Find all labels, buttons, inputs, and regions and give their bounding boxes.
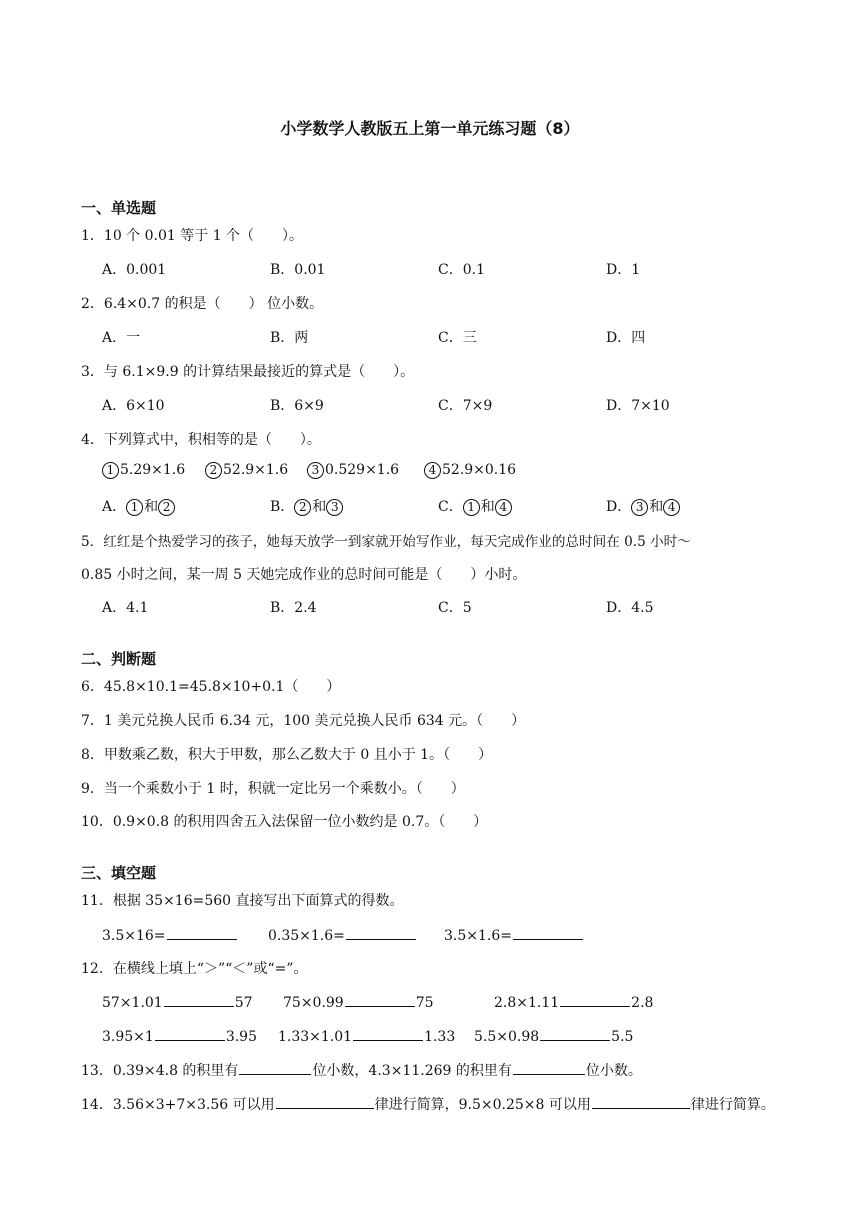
q12-compare-5: 1.33×1.01 1.33 [278,1026,455,1045]
answer-blank[interactable] [346,925,416,940]
answer-blank[interactable] [276,1094,374,1109]
circled-number: 4 [424,462,441,479]
q4-item-1: 1 5.29×1.6 [102,462,185,479]
q11-expr-2: 0.35×1.6= [268,925,417,944]
question-5-line-1: 5．红红是个热爱学习的孩子，她每天放学一到家就开始写作业，每天完成作业的总时间在 0.5 小时～ [81,534,691,550]
answer-blank[interactable] [592,1094,690,1109]
circled-number: 3 [307,462,324,479]
question-8: 8．甲数乘乙数，积大于甲数，那么乙数大于 0 且小于 1。（ ） [81,747,493,763]
q4-option-a: A． 1 和 2 [102,496,176,516]
circled-number: 2 [205,462,222,479]
answer-blank[interactable] [513,925,583,940]
q2-option-d: D．四 [606,330,646,346]
q4-item-3: 3 0.529×1.6 [307,462,399,479]
q3-option-c: C．7×9 [438,398,493,414]
answer-blank[interactable] [239,1060,311,1075]
section-heading-fill-blank: 三、填空题 [81,864,157,882]
q2-option-b: B．两 [270,330,309,346]
circled-number: 1 [102,462,119,479]
q4-item-2: 2 52.9×1.6 [205,462,288,479]
q4-option-c: C． 1 和 4 [438,496,513,516]
question-6: 6．45.8×10.1=45.8×10+0.1（ ） [81,679,341,695]
answer-blank[interactable] [345,992,415,1007]
q1-option-b: B．0.01 [270,262,326,278]
page-title: 小学数学人教版五上第一单元练习题（8） [280,119,580,138]
question-11: 11．根据 35×16=560 直接写出下面算式的得数。 [81,893,404,909]
question-2: 2．6.4×0.7 的积是（ ） 位小数。 [81,296,324,312]
q12-compare-3: 2.8×1.11 2.8 [494,992,653,1011]
answer-blank[interactable] [167,925,237,940]
q12-compare-1: 57×1.01 57 [102,992,253,1011]
question-5-line-2: 0.85 小时之间，某一周 5 天她完成作业的总时间可能是（ ）小时。 [81,567,527,583]
question-7: 7．1 美元兑换人民币 6.34 元，100 美元兑换人民币 634 元。（ ） [81,713,526,729]
answer-blank[interactable] [560,992,630,1007]
q11-expr-3: 3.5×1.6= [444,925,584,944]
q3-option-b: B．6×9 [270,398,324,414]
question-12: 12．在横线上填上“＞”“＜”或“=”。 [81,961,308,977]
q4-item-4: 4 52.9×0.16 [424,462,516,479]
q12-compare-6: 5.5×0.98 5.5 [474,1026,633,1045]
q2-option-c: C．三 [438,330,477,346]
question-4: 4．下列算式中，积相等的是（ ）。 [81,432,321,448]
answer-blank[interactable] [353,1026,423,1041]
q1-option-c: C．0.1 [438,262,485,278]
question-3: 3．与 6.1×9.9 的计算结果最接近的算式是（ ）。 [81,364,415,380]
question-9: 9．当一个乘数小于 1 时，积就一定比另一个乘数小。（ ） [81,781,465,797]
answer-blank[interactable] [513,1060,585,1075]
q4-option-d: D． 3 和 4 [606,496,681,516]
q3-option-d: D．7×10 [606,398,670,414]
question-10: 10．0.9×0.8 的积用四舍五入法保留一位小数约是 0.7。（ ） [81,814,488,830]
section-heading-single-choice: 一、单选题 [81,199,157,217]
question-1: 1．10 个 0.01 等于 1 个（ ）。 [81,228,304,244]
q12-compare-2: 75×0.99 75 [283,992,434,1011]
q1-option-a: A．0.001 [102,262,167,278]
section-heading-true-false: 二、判断题 [81,650,157,668]
q5-option-b: B．2.4 [270,600,317,616]
answer-blank[interactable] [540,1026,610,1041]
answer-blank[interactable] [164,992,234,1007]
q2-option-a: A．一 [102,330,141,346]
q12-compare-4: 3.95×1 3.95 [102,1026,257,1045]
q11-expr-1: 3.5×16= [102,925,238,944]
answer-blank[interactable] [155,1026,225,1041]
q5-option-c: C．5 [438,600,472,616]
q4-option-b: B． 2 和 3 [270,496,344,516]
question-13: 13．0.39×4.8 的积里有 位小数，4.3×11.269 的积里有 位小数。 [81,1060,642,1080]
q1-option-d: D．1 [606,262,641,278]
q5-option-d: D．4.5 [606,600,654,616]
q3-option-a: A．6×10 [102,398,165,414]
question-14: 14．3.56×3+7×3.56 可以用 律进行简算，9.5×0.25×8 可以用 律进行简算。 [81,1094,775,1114]
q5-option-a: A．4.1 [102,600,149,616]
